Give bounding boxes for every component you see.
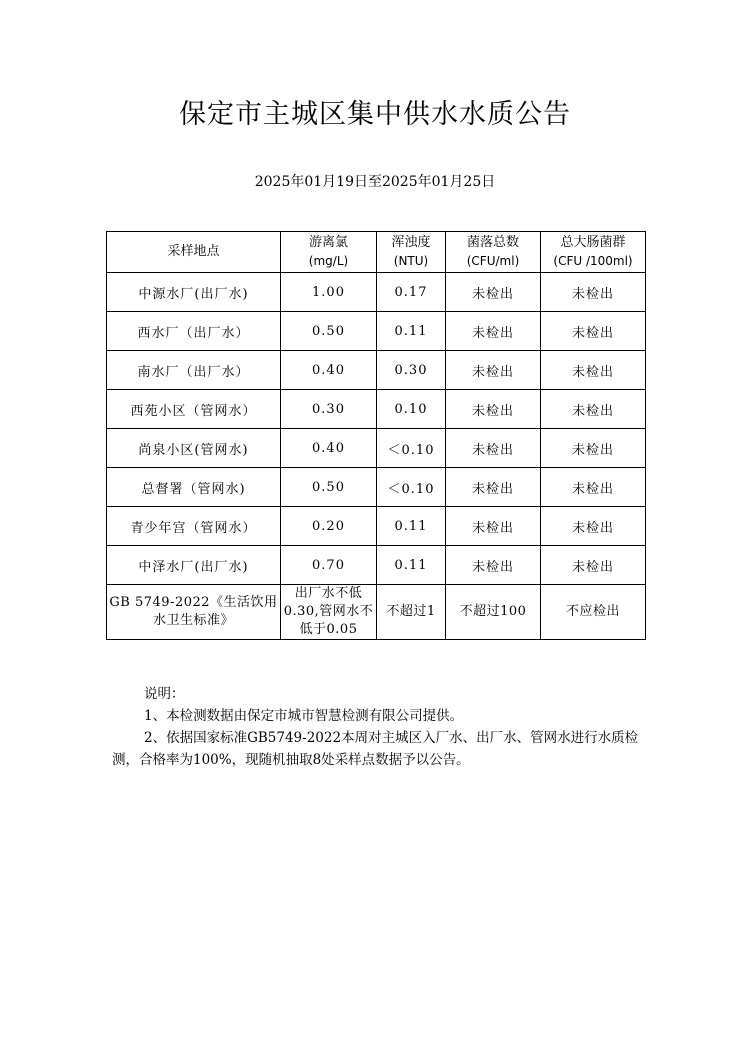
cell-standard-chlorine: 出厂水不低0.30,管网水不低于0.05 xyxy=(281,585,377,640)
cell-turbidity: 0.17 xyxy=(377,273,446,312)
header-label: 浑浊度 xyxy=(391,235,431,250)
cell-standard-site: GB 5749-2022《生活饮用水卫生标准》 xyxy=(107,585,281,640)
cell-chlorine: 0.50 xyxy=(281,312,377,351)
cell-chlorine: 0.30 xyxy=(281,390,377,429)
cell-site: 西水厂（出厂水） xyxy=(107,312,281,351)
header-label: 菌落总数 xyxy=(466,235,519,250)
cell-turbidity: 0.11 xyxy=(377,312,446,351)
table-row xyxy=(107,507,646,546)
header-label: 游离氯 xyxy=(308,235,348,250)
cell-standard-turbidity: 不超过1 xyxy=(377,585,446,640)
cell-coliform: 未检出 xyxy=(541,351,646,390)
notes-heading: 说明： xyxy=(144,686,185,702)
cell-turbidity: ＜0.10 xyxy=(377,429,446,468)
cell-site: 中泽水厂(出厂水) xyxy=(107,546,281,585)
cell-coliform: 未检出 xyxy=(541,468,646,507)
header-unit: (mg/L) xyxy=(308,254,349,268)
header-turbidity xyxy=(377,232,446,273)
table-row xyxy=(107,312,646,351)
cell-site: 南水厂（出厂水） xyxy=(107,351,281,390)
header-colony xyxy=(446,232,541,273)
cell-colony: 未检出 xyxy=(446,312,541,351)
cell-site: 总督署（管网水) xyxy=(107,468,281,507)
cell-chlorine: 0.20 xyxy=(281,507,377,546)
cell-coliform: 未检出 xyxy=(541,273,646,312)
table-header-row xyxy=(107,232,646,273)
cell-turbidity: 0.30 xyxy=(377,351,446,390)
notes-section xyxy=(112,683,652,771)
cell-coliform: 未检出 xyxy=(541,507,646,546)
cell-site: 西苑小区（管网水） xyxy=(107,390,281,429)
cell-colony: 未检出 xyxy=(446,468,541,507)
cell-colony: 未检出 xyxy=(446,546,541,585)
cell-coliform: 未检出 xyxy=(541,390,646,429)
table-row xyxy=(107,390,646,429)
cell-colony: 未检出 xyxy=(446,390,541,429)
header-unit: (NTU) xyxy=(393,254,429,268)
note-item: 2、依据国家标准GB5749-2022本周对主城区入厂水、出厂水、管网水进行水质检测，合格率为100%，现随机抽取8处采样点数据予以公告。 xyxy=(112,730,639,768)
header-site xyxy=(107,232,281,273)
note-item: 1、本检测数据由保定市城市智慧检测有限公司提供。 xyxy=(144,708,464,724)
table-row xyxy=(107,546,646,585)
date-range: 2025年01月19日至2025年01月25日 xyxy=(254,174,496,190)
table-row xyxy=(107,273,646,312)
cell-chlorine: 0.40 xyxy=(281,429,377,468)
cell-chlorine: 0.40 xyxy=(281,351,377,390)
header-unit: (CFU /100ml) xyxy=(553,254,633,268)
cell-turbidity: 0.10 xyxy=(377,390,446,429)
cell-chlorine: 0.70 xyxy=(281,546,377,585)
cell-coliform: 未检出 xyxy=(541,429,646,468)
cell-chlorine: 0.50 xyxy=(281,468,377,507)
header-coliform xyxy=(541,232,646,273)
cell-site: 中源水厂(出厂水) xyxy=(107,273,281,312)
cell-colony: 未检出 xyxy=(446,273,541,312)
cell-colony: 未检出 xyxy=(446,351,541,390)
cell-site: 尚泉小区(管网水) xyxy=(107,429,281,468)
cell-standard-coliform: 不应检出 xyxy=(541,585,646,640)
cell-standard-colony: 不超过100 xyxy=(446,585,541,640)
cell-coliform: 未检出 xyxy=(541,546,646,585)
header-unit: (CFU/ml) xyxy=(466,254,520,268)
cell-turbidity: 0.11 xyxy=(377,507,446,546)
cell-turbidity: ＜0.10 xyxy=(377,468,446,507)
table-row xyxy=(107,351,646,390)
cell-site: 青少年宫（管网水） xyxy=(107,507,281,546)
cell-colony: 未检出 xyxy=(446,429,541,468)
water-quality-table xyxy=(106,231,646,640)
table-row xyxy=(107,468,646,507)
standard-row xyxy=(107,585,646,640)
header-label: 总大肠菌群 xyxy=(560,235,626,250)
header-label: 采样地点 xyxy=(167,244,220,259)
cell-coliform: 未检出 xyxy=(541,312,646,351)
cell-colony: 未检出 xyxy=(446,507,541,546)
page-title: 保定市主城区集中供水水质公告 xyxy=(179,99,571,130)
cell-chlorine: 1.00 xyxy=(281,273,377,312)
header-chlorine xyxy=(281,232,377,273)
cell-turbidity: 0.11 xyxy=(377,546,446,585)
table-row xyxy=(107,429,646,468)
